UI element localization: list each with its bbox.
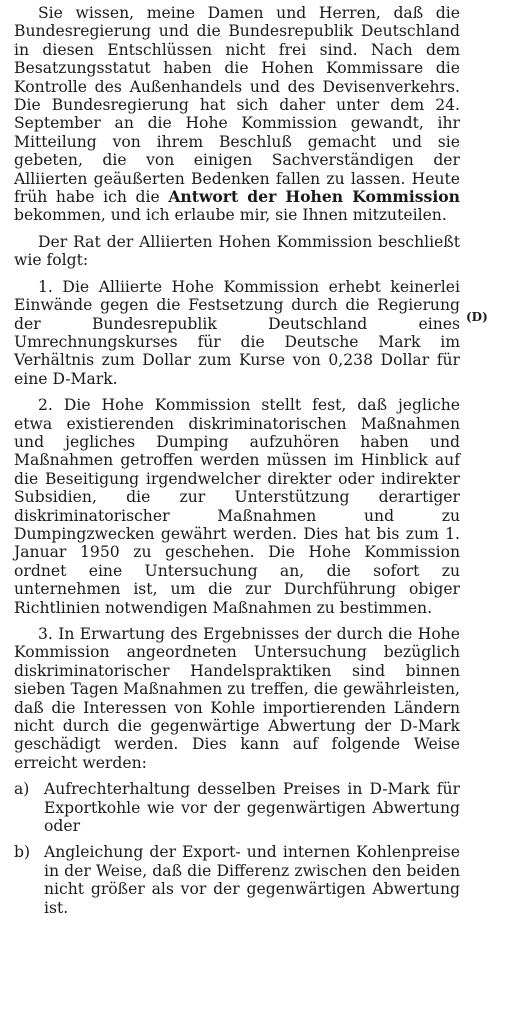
- intro-text: Sie wissen, meine Damen und Herren, daß die Bundesregierung und die Bundesrepublik Deutschland in diesen Entschlüssen nicht frei sind. Nach dem Besatzungsstatut haben die Hohen Kommissare die Kontrolle des Außenhandels und des Devisenverkehrs. Die Bundesregierung hat sich daher unter dem 24. September an die Hohe Kommission gewandt, ihr Mitteilung von ihrem Beschluß gemacht und sie gebeten, die von einigen Sachverständigen der Alliierten geäußerten Bedenken fallen zu lassen. Heute früh habe ich die: [14, 4, 460, 207]
- council-paragraph: Der Rat der Alliierten Hohen Kommission beschließt wie folgt:: [14, 232, 460, 270]
- margin-marker: (D): [466, 310, 488, 324]
- list-marker-a: a): [14, 780, 30, 799]
- point-3-paragraph: 3. In Erwartung des Ergebnisses der durch die Hohe Kommission angeordneten Untersuchung bezüglich diskriminatorischer Handelspraktiken sind binnen sieben Tagen Maßnahmen zu treffen, die gewährleisten, daß die Interessen von Kohle importierenden Ländern nicht durch die gegenwärtige Abwertung der D-Mark geschädigt werden. Dies kann auf folgende Weise erreicht werden:: [14, 625, 460, 772]
- list-item-b: [14, 843, 460, 917]
- intro-text-end: bekommen, und ich erlaube mir, sie Ihnen mitzuteilen.: [14, 206, 447, 225]
- list-text-a: Aufrechterhaltung desselben Preises in D-Mark für Exportkohle wie vor der gegenwärtigen Abwertung oder: [44, 780, 460, 836]
- list-marker-b: b): [14, 843, 31, 862]
- list-text-b: Angleichung der Export- und internen Kohlenpreise in der Weise, daß die Differenz zwischen den beiden nicht größer als vor der gegenwärtigen Abwertung ist.: [44, 843, 460, 917]
- point-1-paragraph: 1. Die Alliierte Hohe Kommission erhebt keinerlei Einwände gegen die Festsetzung durch die Regierung der Bundesrepublik Deutschland eines Umrechnungskurses für die Deutsche Mark im Verhältnis zum Dollar zum Kurse von 0,238 Dollar für eine D-Mark.: [14, 277, 460, 388]
- intro-bold-text: Antwort der Hohen Kommission: [168, 187, 460, 207]
- point-2-paragraph: 2. Die Hohe Kommission stellt fest, daß jegliche etwa existierenden diskriminatorischen Maßnahmen und jegliches Dumping aufzuhören haben und Maßnahmen getroffen werden müssen im Hinblick auf die Beseitigung irgendwelcher direkter oder indirekter Subsidien, die zur Unterstützung derartiger diskriminatorischer Maßnahmen und zu Dumpingzwecken gewährt werden. Dies hat bis zum 1. Januar 1950 zu geschehen. Die Hohe Kommission ordnet eine Untersuchung an, die sofort zu unternehmen ist, um die zur Durchführung obiger Richtlinien notwendigen Maßnahmen zu bestimmen.: [14, 396, 460, 617]
- list-item-a: [14, 780, 460, 835]
- intro-paragraph: [14, 4, 460, 225]
- text-column: [14, 4, 460, 917]
